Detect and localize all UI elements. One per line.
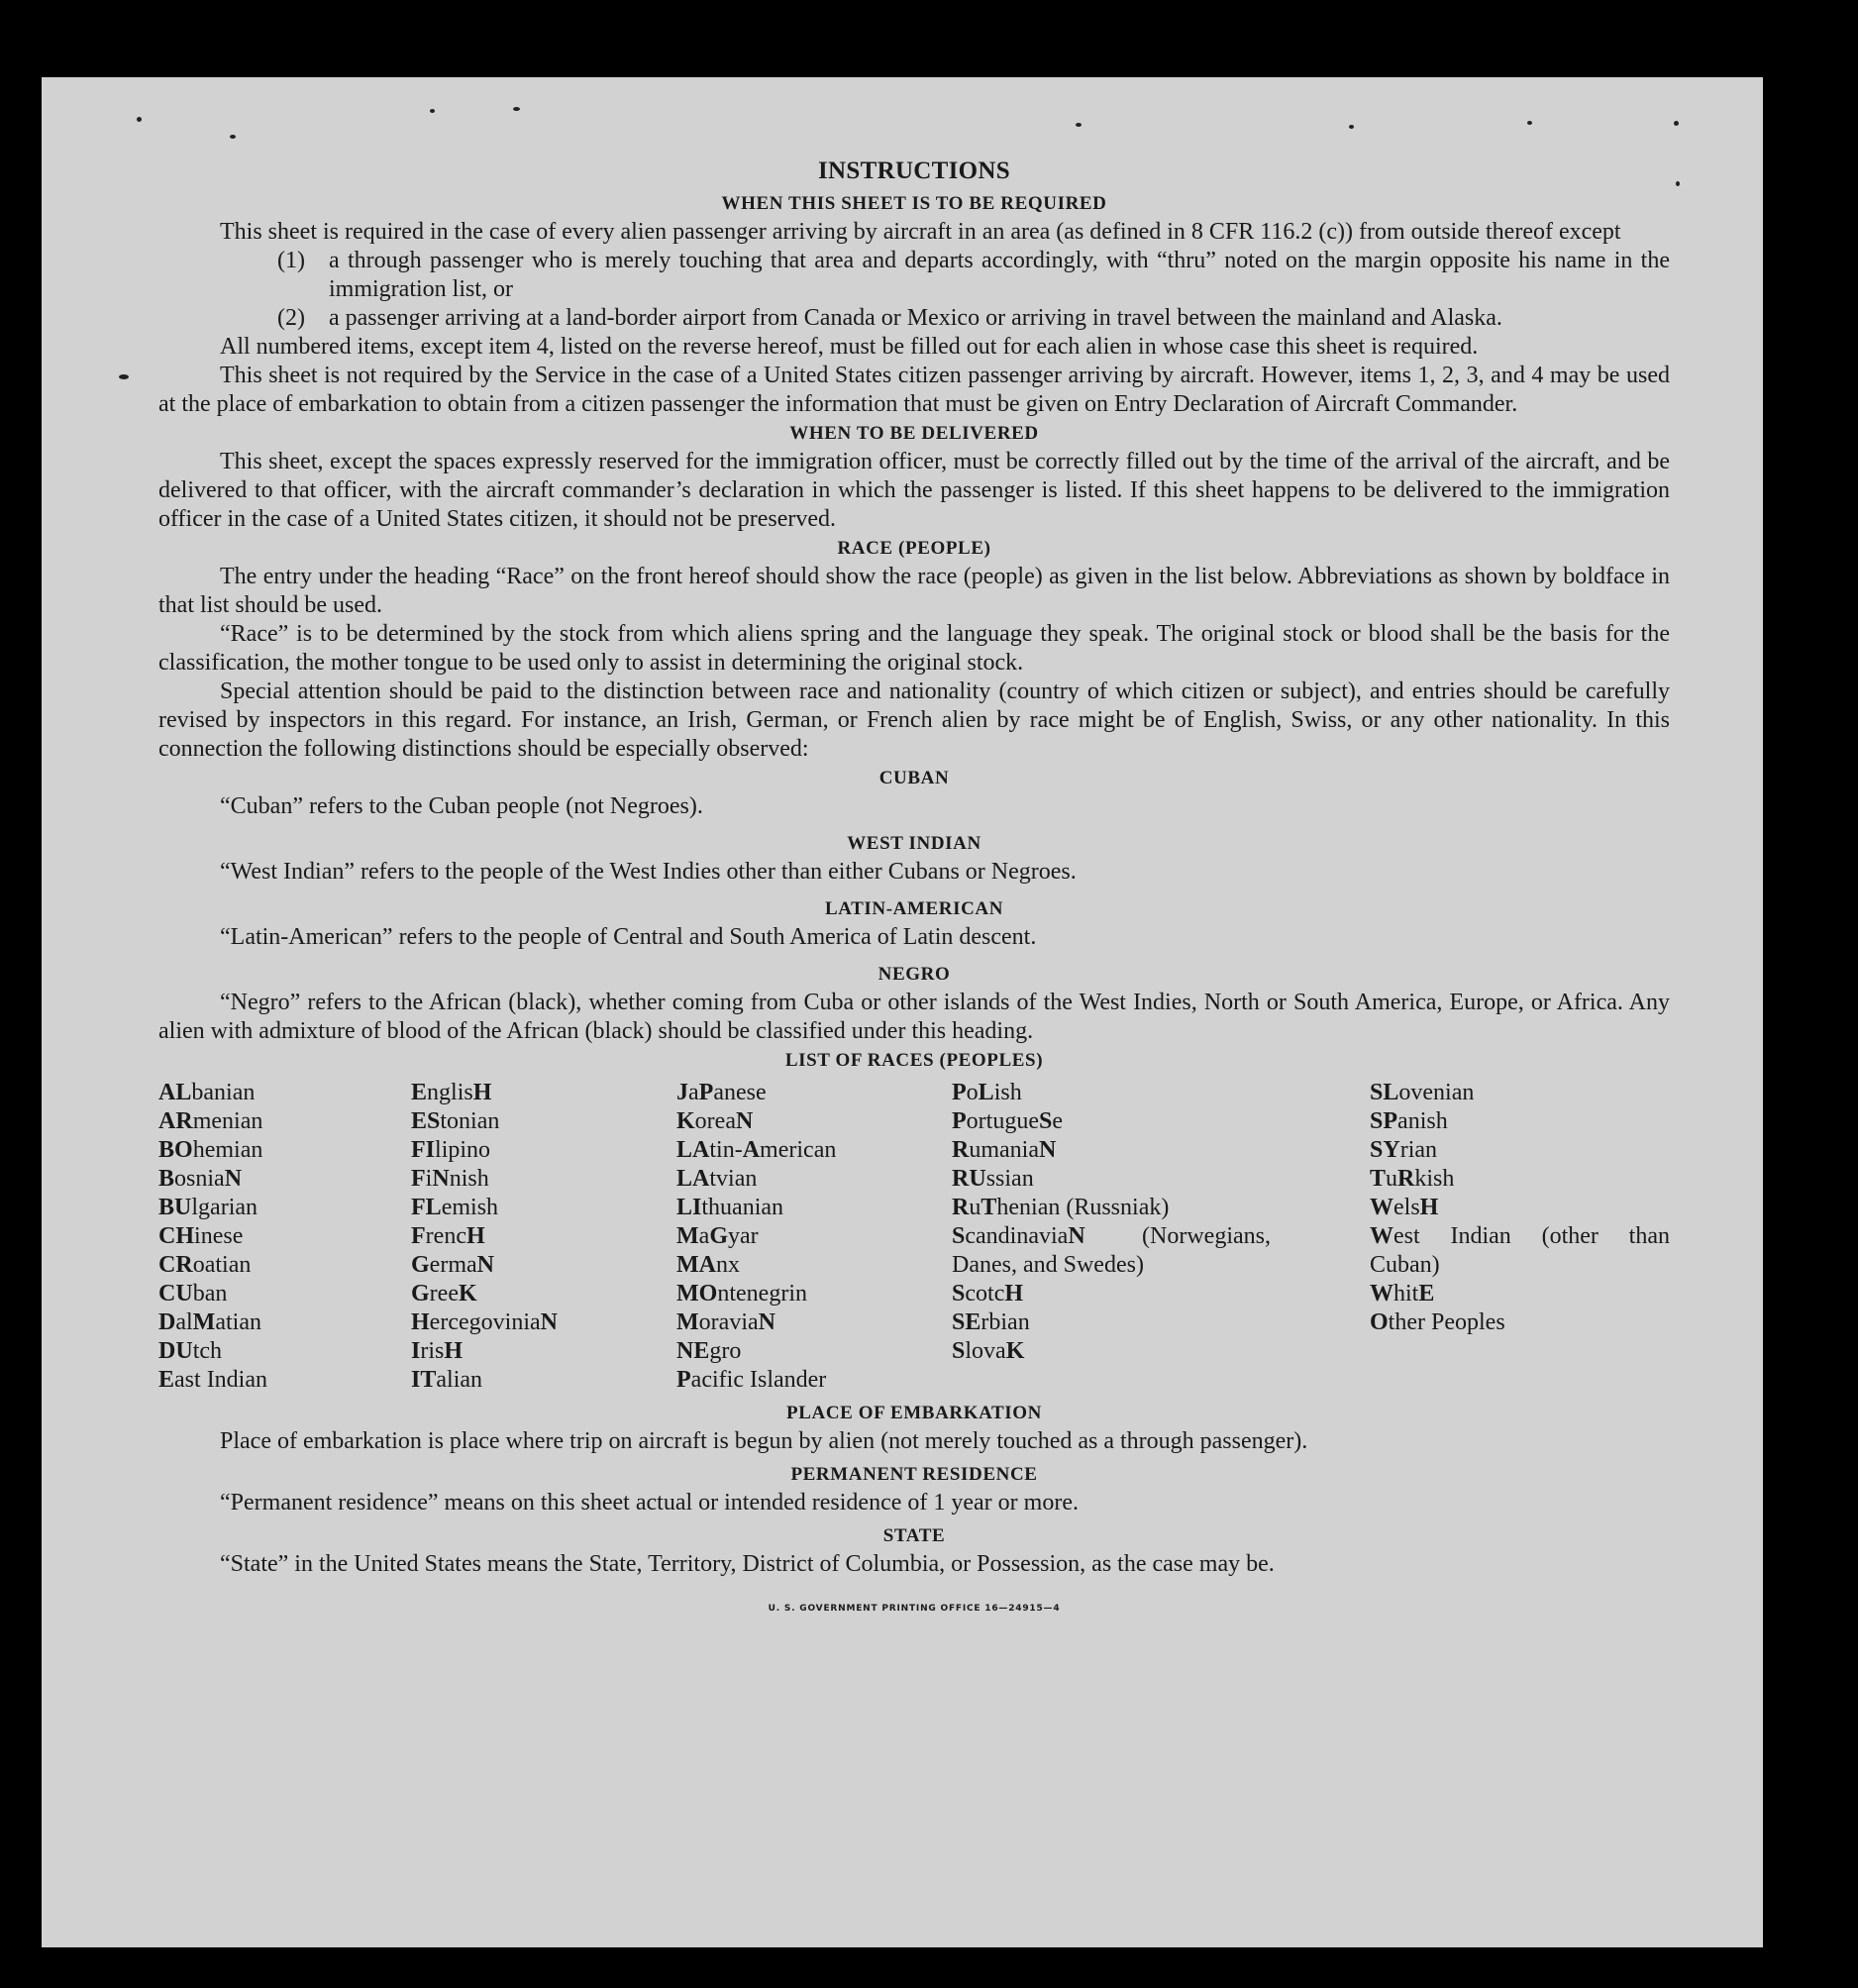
race-entry: RuThenian (Russniak) [952, 1195, 1170, 1220]
paragraph: This sheet is not required by the Service in the case of a United States citizen passenger arriving by aircraft. However, items 1, 2, 3, and 4 may be used at the place of embarkation to obtain from a citizen passenger the information that must be given on Entry Declaration of Aircraft Commander. [158, 363, 1670, 417]
section-heading-required: WHEN THIS SHEET IS TO BE REQUIRED [721, 193, 1107, 214]
race-entry: KoreaN [676, 1108, 754, 1134]
race-entry: MaGyar [676, 1223, 759, 1249]
race-column [676, 1079, 952, 1395]
item-text: a through passenger who is merely touching that area and departs accordingly, with “thru” noted on the margin opposite his name in the immigration list, or [329, 248, 1670, 302]
paragraph: “Cuban” refers to the Cuban people (not Negroes). [220, 793, 703, 819]
section-heading-race: RACE (PEOPLE) [837, 538, 991, 559]
list-item [277, 247, 1670, 304]
paper-speck [230, 135, 236, 139]
race-entry: BUlgarian [158, 1195, 258, 1220]
race-entry: MAnx [676, 1252, 740, 1278]
paper-speck [137, 117, 142, 122]
paragraph: All numbered items, except item 4, listed on the reverse hereof, must be filled out for each alien in whose case this sheet is required. [220, 334, 1479, 360]
race-column-gap [1271, 1079, 1370, 1395]
race-entry: JaPanese [676, 1080, 767, 1105]
section-heading-state: STATE [882, 1525, 946, 1546]
paper-speck [1674, 121, 1679, 126]
race-entry: SPanish [1370, 1108, 1448, 1134]
race-entry: FrencH [411, 1223, 485, 1249]
paper-speck [430, 109, 435, 113]
race-entry: PortugueSe [952, 1108, 1064, 1134]
race-entry: West Indian (other than Cuban) [1370, 1223, 1670, 1278]
paragraph: “State” in the United States means the State, Territory, District of Columbia, or Possession, as the case may be. [220, 1551, 1275, 1577]
race-entry: TuRkish [1370, 1166, 1455, 1192]
race-entry: LAtin-American [676, 1137, 837, 1163]
document-sheet [42, 77, 1763, 1947]
section-heading-west-indian: WEST INDIAN [847, 833, 981, 854]
race-entry: LIthuanian [676, 1195, 784, 1220]
printer-imprint: U. S. GOVERNMENT PRINTING OFFICE 16—24915—4 [768, 1604, 1061, 1614]
race-entry: EnglisH [411, 1080, 492, 1105]
item-number: (1) [277, 248, 305, 273]
paper-speck [119, 374, 129, 379]
race-entry: RumaniaN [952, 1137, 1057, 1163]
instructions-document [158, 157, 1670, 1623]
race-entry: WhitE [1370, 1281, 1435, 1307]
race-entry: FiNnish [411, 1166, 489, 1192]
section-heading-latin-american: LATIN-AMERICAN [824, 898, 1004, 919]
section-heading-embarkation: PLACE OF EMBARKATION [786, 1403, 1042, 1423]
paragraph: “Negro” refers to the African (black), whether coming from Cuba or other islands of the West Indies, North or South America, Europe, or Africa. Any alien with admixture of blood of the African (black) should be classified under this heading. [158, 990, 1670, 1044]
item-number: (2) [277, 305, 305, 331]
race-entry: GermaN [411, 1252, 494, 1278]
race-entry: East Indian [158, 1367, 267, 1393]
race-entry: PoLish [952, 1080, 1022, 1105]
paragraph: “West Indian” refers to the people of the West Indies other than either Cubans or Negroes. [220, 859, 1077, 885]
paragraph: Special attention should be paid to the distinction between race and nationality (country of which citizen or subject), and entries should be carefully revised by inspectors in this regard. For instance, an Irish, German, or French alien by race might be of English, Swiss, or any other nationality. In this connection the following distinctions should be especially observed: [158, 679, 1670, 762]
list-item [277, 304, 1670, 333]
item-text: a passenger arriving at a land-border airport from Canada or Mexico or arriving in travel between the mainland and Alaska. [329, 305, 1502, 331]
section-heading-negro: NEGRO [877, 964, 951, 985]
race-entry: RUssian [952, 1166, 1034, 1192]
race-entry: MOntenegrin [676, 1281, 807, 1307]
paper-speck [1676, 181, 1680, 186]
race-entry: FLemish [411, 1195, 499, 1220]
race-entry: LAtvian [676, 1166, 758, 1192]
race-entry: HercegoviniaN [411, 1309, 558, 1335]
paragraph: “Latin-American” refers to the people of Central and South America of Latin descent. [220, 924, 1037, 950]
race-entry: Pacific Islander [676, 1367, 827, 1393]
race-column [952, 1079, 1271, 1395]
race-entry: ITalian [411, 1367, 483, 1393]
race-entry: ALbanian [158, 1080, 256, 1105]
race-entry: BosniaN [158, 1166, 243, 1192]
race-entry: ARmenian [158, 1108, 263, 1134]
race-entry: MoraviaN [676, 1309, 775, 1335]
paragraph: The entry under the heading “Race” on the front hereof should show the race (people) as given in the list below. Abbreviations as shown by boldface in that list should be used. [158, 564, 1670, 618]
races-table [158, 1079, 1670, 1395]
paragraph: “Permanent residence” means on this sheet actual or intended residence of 1 year or more. [220, 1490, 1079, 1516]
race-entry: EStonian [411, 1108, 500, 1134]
paper-speck [1076, 123, 1082, 127]
race-entry: IrisH [411, 1338, 464, 1364]
race-entry: SlovaK [952, 1338, 1025, 1364]
section-heading-residence: PERMANENT RESIDENCE [790, 1464, 1038, 1485]
race-entry: Other Peoples [1370, 1309, 1505, 1335]
race-entry: NEgro [676, 1338, 742, 1364]
race-entry: SErbian [952, 1309, 1030, 1335]
race-entry: BOhemian [158, 1137, 263, 1163]
paper-speck [1349, 125, 1354, 129]
race-entry: SLovenian [1370, 1080, 1475, 1105]
race-entry: FIlipino [411, 1137, 491, 1163]
paragraph: “Race” is to be determined by the stock from which aliens spring and the language they speak. The original stock or blood shall be the basis for the classification, the mother tongue to be used only to assist in determining the original stock. [158, 621, 1670, 676]
race-column [158, 1079, 411, 1395]
section-heading-delivered: WHEN TO BE DELIVERED [789, 423, 1039, 444]
race-entry: ScandinaviaN (Norwegians, Danes, and Swedes) [952, 1223, 1271, 1278]
race-entry: CRoatian [158, 1252, 252, 1278]
paper-speck [513, 107, 520, 111]
race-entry: DUtch [158, 1338, 223, 1364]
race-entry: SYrian [1370, 1137, 1438, 1163]
paragraph: This sheet, except the spaces expressly reserved for the immigration officer, must be correctly filled out by the time of the arrival of the aircraft, and be delivered to that officer, with the aircraft commander’s declaration in which the passenger is listed. If this sheet happens to be delivered to the immigration officer in the case of a United States citizen, it should not be preserved. [158, 449, 1670, 532]
race-column [1370, 1079, 1670, 1395]
race-entry: WelsH [1370, 1195, 1439, 1220]
paper-speck [1527, 121, 1532, 125]
race-column [411, 1079, 676, 1395]
races-list-heading: LIST OF RACES (PEOPLES) [784, 1050, 1044, 1071]
page-title: INSTRUCTIONS [818, 157, 1010, 184]
section-heading-cuban: CUBAN [878, 768, 950, 788]
race-entry: DalMatian [158, 1309, 261, 1335]
race-entry: GreeK [411, 1281, 477, 1307]
race-entry: CUban [158, 1281, 228, 1307]
race-entry: CHinese [158, 1223, 244, 1249]
paragraph: Place of embarkation is place where trip on aircraft is begun by alien (not merely touched as a through passenger). [220, 1428, 1308, 1454]
paragraph: This sheet is required in the case of every alien passenger arriving by aircraft in an area (as defined in 8 CFR 116.2 (c)) from outside thereof except [220, 219, 1621, 245]
race-entry: ScotcH [952, 1281, 1024, 1307]
